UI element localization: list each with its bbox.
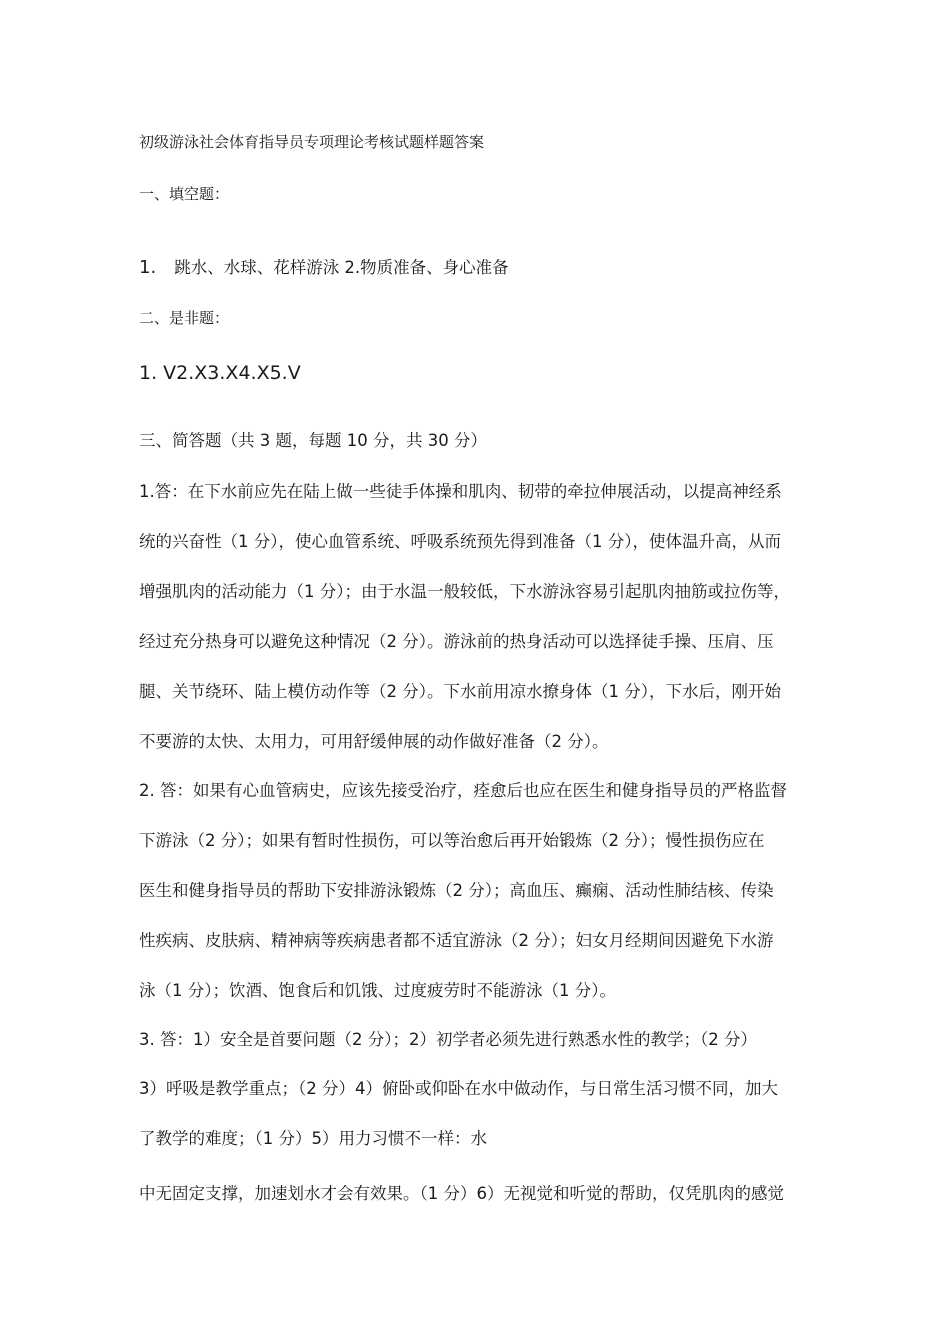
section-heading-fill-blank: 一、填空题： (139, 185, 230, 203)
q3-line: 3）呼吸是教学重点；（2 分）4）俯卧或仰卧在水中做动作，与日常生活习惯不同，加大 (139, 1079, 778, 1098)
q1-line: 增强肌肉的活动能力（1 分）；由于水温一般较低，下水游泳容易引起肌肉抽筋或拉伤等， (139, 582, 790, 601)
q3-line: 了教学的难度；（1 分）5）用力习惯不一样：水 (139, 1129, 487, 1148)
fill-blank-answer-text: 跳水、水球、花样游泳 2.物质准备、身心准备 (174, 258, 509, 277)
q2-line: 医生和健身指导员的帮助下安排游泳锻炼（2 分）；高血压、癫痫、活动性肺结核、传染 (139, 881, 774, 900)
q3-line: 3. 答：1）安全是首要问题（2 分）；2）初学者必须先进行熟悉水性的教学；（2 分） (139, 1030, 757, 1049)
document-title: 初级游泳社会体育指导员专项理论考核试题样题答案 (139, 133, 485, 151)
q1-line: 1.答：在下水前应先在陆上做一些徒手体操和肌肉、韧带的牵拉伸展活动，以提高神经系 (139, 482, 782, 501)
fill-blank-answer-number: 1. (139, 257, 157, 278)
section-heading-short-answer: 三、简答题（共 3 题，每题 10 分，共 30 分） (139, 431, 487, 450)
q1-line: 经过充分热身可以避免这种情况（2 分）。游泳前的热身活动可以选择徒手操、压肩、压 (139, 632, 774, 651)
true-false-answer: 1. V2.X3.X4.X5.V (139, 362, 301, 384)
q1-line: 统的兴奋性（1 分），使心血管系统、呼吸系统预先得到准备（1 分），使体温升高，从而 (139, 532, 781, 551)
q3-line: 中无固定支撑，加速划水才会有效果。（1 分）6）无视觉和听觉的帮助，仅凭肌肉的感觉 (139, 1184, 784, 1203)
section-heading-true-false: 二、是非题： (139, 309, 230, 327)
q2-line: 下游泳（2 分）；如果有暂时性损伤，可以等治愈后再开始锻炼（2 分）；慢性损伤应在 (139, 831, 765, 850)
q1-line: 不要游的太快、太用力，可用舒缓伸展的动作做好准备（2 分）。 (139, 732, 609, 751)
q2-line: 泳（1 分）；饮酒、饱食后和饥饿、过度疲劳时不能游泳（1 分）。 (139, 981, 616, 1000)
q2-line: 性疾病、皮肤病、精神病等疾病患者都不适宜游泳（2 分）；妇女月经期间因避免下水游 (139, 931, 774, 950)
q1-line: 腿、关节绕环、陆上模仿动作等（2 分）。下水前用凉水撩身体（1 分），下水后，刚开始 (139, 682, 781, 701)
fill-blank-answer (139, 259, 509, 277)
q2-line: 2. 答：如果有心血管病史，应该先接受治疗，痊愈后也应在医生和健身指导员的严格监督 (139, 781, 787, 800)
